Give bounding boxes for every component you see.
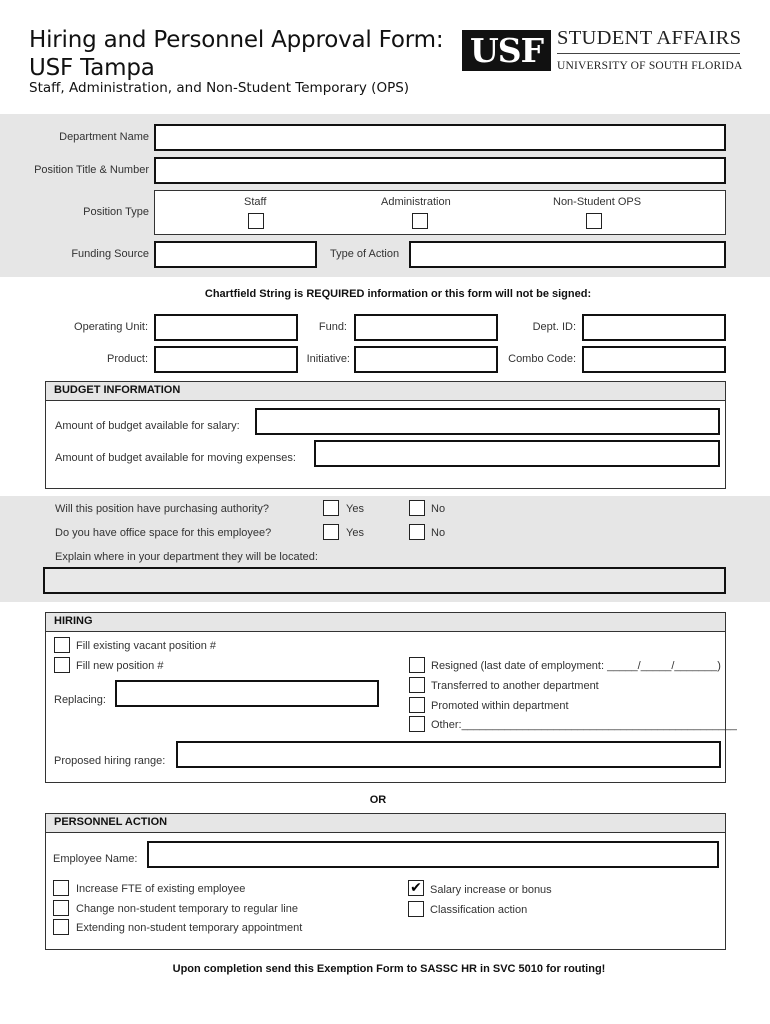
- personnel-heading: PERSONNEL ACTION: [45, 813, 726, 833]
- purchasing-no-label: No: [431, 503, 446, 515]
- other-checkbox[interactable]: [409, 716, 425, 732]
- resigned-checkbox[interactable]: [409, 657, 425, 673]
- budget-salary-field[interactable]: [255, 408, 720, 435]
- office-no-label: No: [431, 527, 446, 539]
- operating-unit-label: Operating Unit:: [74, 321, 148, 333]
- department-name-field[interactable]: [154, 124, 726, 151]
- office-space-question: Do you have office space for this employee?: [55, 527, 272, 539]
- proposed-range-field[interactable]: [176, 741, 721, 768]
- employee-name-field[interactable]: [147, 841, 719, 868]
- classification-checkbox[interactable]: [408, 901, 424, 917]
- increase-fte-checkbox[interactable]: [53, 880, 69, 896]
- resigned-label: Resigned (last date of employment: _____/_____/_______): [431, 660, 721, 672]
- purchasing-question: Will this position have purchasing authority?: [55, 503, 270, 515]
- budget-salary-label: Amount of budget available for salary:: [55, 420, 240, 432]
- other-label: Other:_____________________________________________: [431, 719, 737, 731]
- budget-moving-label: Amount of budget available for moving expenses:: [55, 452, 296, 464]
- or-divider: OR: [369, 794, 387, 806]
- type-admin-checkbox[interactable]: [412, 213, 428, 229]
- usf-logo-mark: USF: [462, 30, 551, 71]
- combo-code-field[interactable]: [582, 346, 726, 373]
- product-field[interactable]: [154, 346, 298, 373]
- funding-source-field[interactable]: [154, 241, 317, 268]
- position-title-label: Position Title & Number: [34, 164, 149, 176]
- fill-new-checkbox[interactable]: [54, 657, 70, 673]
- purchasing-yes-label: Yes: [346, 503, 364, 515]
- change-line-label: Change non-student temporary to regular line: [76, 903, 298, 915]
- dept-id-label: Dept. ID:: [532, 321, 576, 333]
- increase-fte-label: Increase FTE of existing employee: [76, 883, 246, 895]
- logo-university: UNIVERSITY OF SOUTH FLORIDA: [557, 60, 743, 72]
- combo-code-label: Combo Code:: [508, 353, 576, 365]
- logo-student-affairs: STUDENT AFFAIRS: [557, 27, 742, 49]
- type-admin-label: Administration: [381, 196, 451, 208]
- purchasing-no-checkbox[interactable]: [409, 500, 425, 516]
- funding-source-label: Funding Source: [71, 248, 149, 260]
- extending-checkbox[interactable]: [53, 919, 69, 935]
- promoted-checkbox[interactable]: [409, 697, 425, 713]
- operating-unit-field[interactable]: [154, 314, 298, 341]
- fill-vacant-label: Fill existing vacant position #: [76, 640, 217, 652]
- position-type-label: Position Type: [83, 206, 149, 218]
- transferred-label: Transferred to another department: [431, 680, 599, 692]
- replacing-label: Replacing:: [54, 694, 106, 706]
- type-ops-checkbox[interactable]: [586, 213, 602, 229]
- form-subtitle: Staff, Administration, and Non-Student Temporary (OPS): [29, 80, 410, 96]
- type-of-action-label: Type of Action: [330, 248, 400, 260]
- form-title-line2: USF Tampa: [29, 55, 155, 81]
- initiative-field[interactable]: [354, 346, 498, 373]
- product-label: Product:: [107, 353, 148, 365]
- budget-moving-field[interactable]: [314, 440, 720, 467]
- office-yes-label: Yes: [346, 527, 364, 539]
- department-name-label: Department Name: [59, 131, 149, 143]
- location-field[interactable]: [43, 567, 726, 594]
- office-no-checkbox[interactable]: [409, 524, 425, 540]
- form-title-line1: Hiring and Personnel Approval Form:: [29, 27, 444, 53]
- fund-field[interactable]: [354, 314, 498, 341]
- extending-label: Extending non-student temporary appointment: [76, 922, 303, 934]
- hiring-heading: HIRING: [45, 612, 726, 632]
- salary-increase-checkbox[interactable]: [408, 880, 424, 896]
- checkmark-icon: ✔: [410, 879, 422, 895]
- fund-label: Fund:: [318, 321, 347, 333]
- purchasing-yes-checkbox[interactable]: [323, 500, 339, 516]
- employee-name-label: Employee Name:: [53, 853, 138, 865]
- location-question: Explain where in your department they will be located:: [55, 551, 318, 563]
- type-staff-checkbox[interactable]: [248, 213, 264, 229]
- fill-new-label: Fill new position #: [76, 660, 164, 672]
- promoted-label: Promoted within department: [431, 700, 569, 712]
- budget-heading: BUDGET INFORMATION: [45, 381, 726, 401]
- office-yes-checkbox[interactable]: [323, 524, 339, 540]
- initiative-label: Initiative:: [306, 353, 350, 365]
- position-title-field[interactable]: [154, 157, 726, 184]
- dept-id-field[interactable]: [582, 314, 726, 341]
- logo-divider: [557, 53, 740, 54]
- fill-vacant-checkbox[interactable]: [54, 637, 70, 653]
- chartfield-notice: Chartfield String is REQUIRED information or this form will not be signed:: [204, 288, 592, 300]
- salary-increase-label: Salary increase or bonus: [430, 884, 552, 896]
- replacing-field[interactable]: [115, 680, 379, 707]
- type-of-action-field[interactable]: [409, 241, 726, 268]
- footer-instruction: Upon completion send this Exemption Form to SASSC HR in SVC 5010 for routing!: [172, 963, 606, 975]
- transferred-checkbox[interactable]: [409, 677, 425, 693]
- change-line-checkbox[interactable]: [53, 900, 69, 916]
- classification-label: Classification action: [430, 904, 528, 916]
- type-ops-label: Non-Student OPS: [553, 196, 642, 208]
- type-staff-label: Staff: [244, 196, 267, 208]
- proposed-range-label: Proposed hiring range:: [54, 755, 166, 767]
